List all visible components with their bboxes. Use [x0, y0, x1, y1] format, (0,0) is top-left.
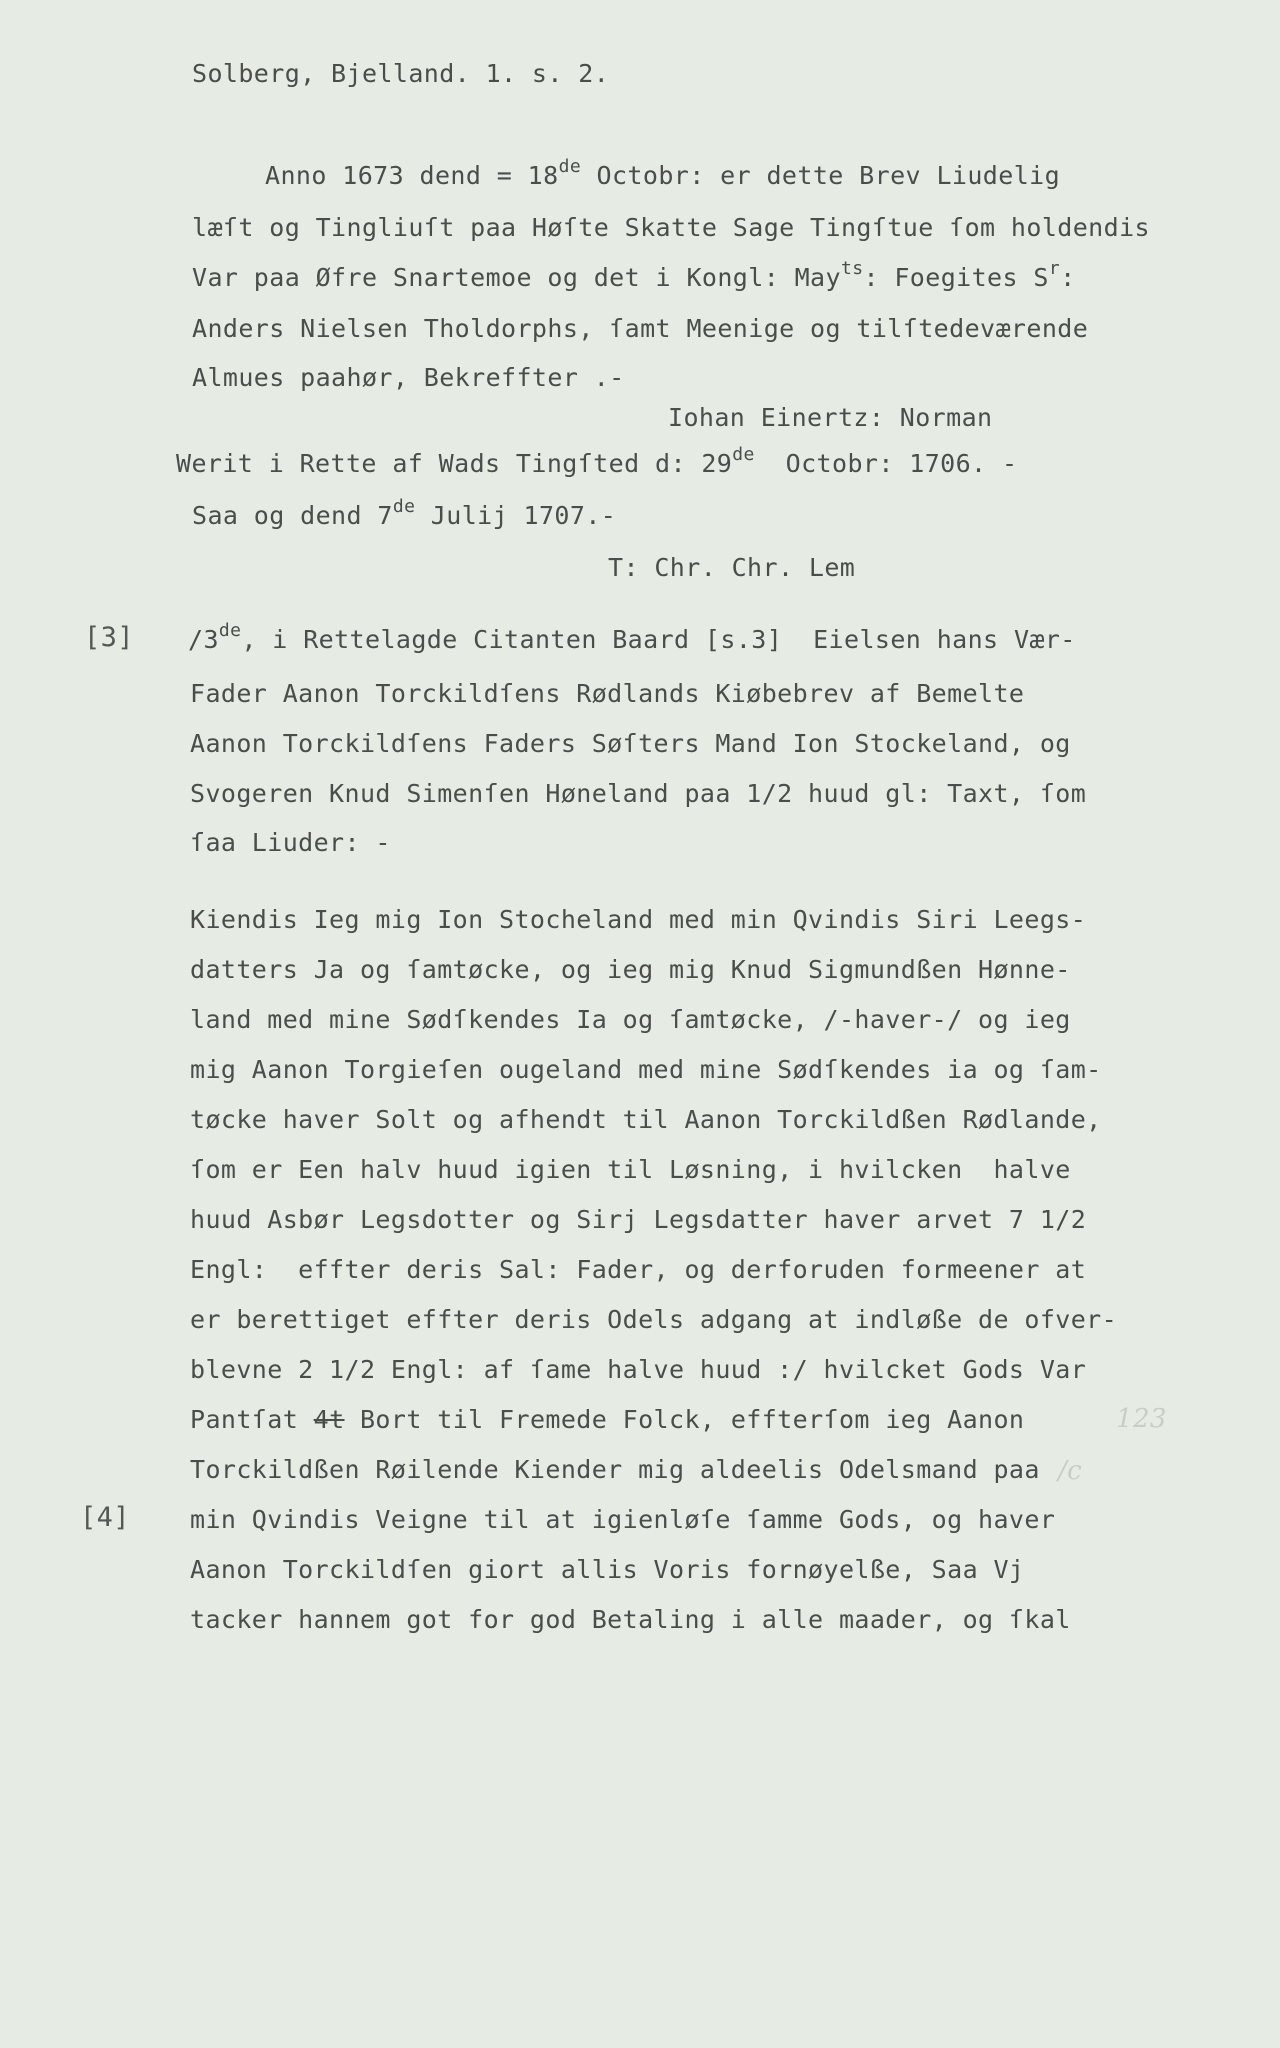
page-header: Solberg, Bjelland. 1. s. 2.	[192, 59, 610, 88]
text-line: datters Ja og ſamtøcke, og ieg mig Knud Sigmundßen Hønne-	[190, 955, 1071, 984]
text-line: Engl: effter deris Sal: Fader, og derforuden formeener at	[190, 1255, 1087, 1284]
text-line: Torckildßen Røilende Kiender mig aldeelis Odelsmand paa	[190, 1455, 1040, 1484]
text-line: er berettiget effter deris Odels adgang at indløße de ofver-	[190, 1305, 1118, 1334]
text-line: land med mine Sødſkendes Ia og ſamtøcke, /-haver-/ og ieg	[190, 1005, 1071, 1034]
text-line: huud Asbør Legsdotter og Sirj Legsdatter haver arvet 7 1/2	[190, 1205, 1087, 1234]
text-line: blevne 2 1/2 Engl: af ſame halve huud :/ hvilcket Gods Var	[190, 1355, 1087, 1384]
text-line: Pantſat 4t Bort til Fremede Folck, effterſom ieg Aanon	[190, 1405, 1025, 1434]
margin-note-3: [3]	[84, 622, 134, 653]
text-line: mig Aanon Torgieſen ougeland med mine Sødſkendes ia og ſam-	[190, 1055, 1102, 1084]
text-line: tøcke haver Solt og afhendt til Aanon Torckildßen Rødlande,	[190, 1105, 1102, 1134]
text-line: Aanon Torckildſen giort allis Voris fornøyelße, Saa Vj	[190, 1555, 1025, 1584]
text-line: tacker hannem got for god Betaling i alle maader, og ſkal	[190, 1605, 1071, 1634]
margin-note-4: [4]	[80, 1502, 130, 1533]
text-line: Anders Nielsen Tholdorphs, ſamt Meenige og tilſtedeværende	[192, 314, 1089, 343]
text-line: Var paa Øfre Snartemoe og det i Kongl: May$^{ts}$: Foegites $S^r$:	[192, 258, 1076, 292]
text-line: Aanon Torckildſens Faders Søſters Mand Ion Stockeland, og	[190, 729, 1071, 758]
text-line: Werit i Rette af Wads Tingſted d: 29de Octobr: 1706. -	[176, 444, 1018, 478]
text-line: Saa og dend 7de Julij 1707.-	[192, 496, 617, 530]
text-line: min Qvindis Veigne til at igienløſe ſamme Gods, og haver	[190, 1505, 1056, 1534]
pencil-mark: /c	[1058, 1456, 1083, 1486]
signature-line: T: Chr. Chr. Lem	[608, 553, 856, 582]
text-line: ſom er Een halv huud igien til Løsning, i hvilcken halve	[190, 1155, 1071, 1184]
text-line: Fader Aanon Torckildſens Rødlands Kiøbebrev af Bemelte	[190, 679, 1025, 708]
text-line: Anno 1673 dend = 18de Octobr: er dette Brev Liudelig	[265, 156, 1061, 190]
text-line: Kiendis Ieg mig Ion Stocheland med min Qvindis Siri Leegs-	[190, 905, 1087, 934]
text-line: Svogeren Knud Simenſen Høneland paa 1/2 huud gl: Taxt, ſom	[190, 779, 1087, 808]
signature-line: Iohan Einertz: Norman	[668, 403, 993, 432]
text-line: ſaa Liuder: -	[190, 828, 391, 857]
text-line: /3de, i Rettelagde Citanten Baard [s.3] Eielsen hans Vær-	[188, 620, 1076, 654]
text-line: læſt og Tingliuſt paa Høſte Skatte Sage Tingſtue ſom holdendis	[192, 213, 1150, 242]
pencil-mark: 123	[1116, 1404, 1167, 1434]
text-line: Almues paahør, Bekreffter .-	[192, 363, 625, 392]
struck-text: 4t	[313, 1405, 345, 1434]
